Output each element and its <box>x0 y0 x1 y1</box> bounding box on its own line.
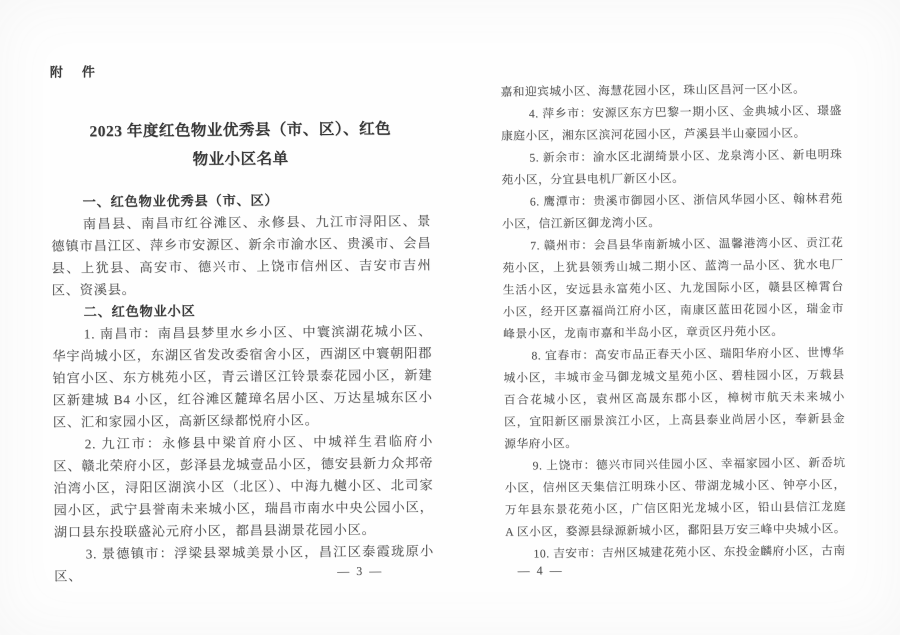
document-title-line1: 2023 年度红色物业优秀县（市、区）、红色 <box>89 120 392 141</box>
section-two-heading: 二、红色物业小区 <box>83 303 196 320</box>
section-one-body: 南昌县、南昌市红谷滩区、永修县、九江市浔阳区、景德镇市昌江区、萍乡市安源区、新余市渝水区、贵溪市、会昌县、上犹县、高安市、德兴市、上饶市信州区、吉安市吉州区、资溪县。 <box>51 213 432 298</box>
page-number-4: — 4 — <box>517 563 564 578</box>
city-item-jingdezhen-partial: 3. 景德镇市：浮梁县翠城美景小区，昌江区泰霞珑原小区、 <box>54 543 435 584</box>
city-item-pingxiang: 4. 萍乡市：安源区东方巴黎一期小区、金典城小区、璟盛康庭小区，湘东区滨河花园小区，芦溪县半山豪园小区。 <box>500 104 842 143</box>
city-item-xinyu: 5. 新余市：渝水区北湖绮景小区、龙泉湾小区、新电明珠苑小区，分宜县电机厂新区小区。 <box>501 148 843 187</box>
city-item-shangrao: 9. 上饶市：德兴市同兴佳园小区、幸福家园小区、新岙坑小区，信州区天集信江明珠小区、带湖龙城小区、钟亭小区，万年县东景花苑小区，广信区阳光龙城小区，铅山县信江龙庭 A 区小区，婺源县绿源新城小区，鄱阳县万安三峰中央城小区。 <box>504 456 847 539</box>
page-number-3: — 3 — <box>337 563 384 579</box>
city-item-jingdezhen-continuation: 嘉和迎宾城小区、海慧花园小区，珠山区昌河一区小区。 <box>500 82 806 99</box>
attachment-label: 附 件 <box>49 64 98 80</box>
section-one-heading: 一、红色物业优秀县（市、区） <box>82 192 279 210</box>
city-item-yingtan: 6. 鹰潭市：贵溪市御园小区、浙信风华园小区、翰林君苑小区，信江新区御龙湾小区。 <box>501 192 843 231</box>
city-item-yichun: 8. 宜春市：高安市品正春天小区、瑞阳华府小区、世博华城小区，丰城市金马御龙城文星苑小区、碧桂园小区，万载县百合花城小区，袁州区高晟东郡小区，樟树市航天未来城小区，宜阳新区丽景滨江小区，上高县泰业尚居小区，奉新县金源华府小区。 <box>503 346 846 451</box>
city-item-nanchang: 1. 南昌市：南昌县梦里水乡小区、中寰滨湖花城小区、华宇尚城小区，东湖区省发改委宿舍小区，西湖区中寰朝阳郡铂宫小区、东方桃苑小区，青云谱区江铃景泰花园小区，新建区新建城 B4 小区，红谷滩区麓璋名居小区、万达星城东区小区、汇和家园小区，高新区绿都悦府小区。 <box>52 323 433 430</box>
document-page-4 <box>500 78 847 578</box>
document-page-3 <box>50 58 435 587</box>
document-title <box>50 114 430 175</box>
document-title-line2: 物业小区名单 <box>192 150 289 169</box>
city-item-ganzhou: 7. 赣州市：会昌县华南新城小区、温馨港湾小区、贡江花苑小区，上犹县领秀山城二期小区、蓝湾一品小区、犹水电厂生活小区，安远县永富苑小区、九龙国际小区，赣县区樟霄台小区，经开区嘉福尚江府小区，南康区蓝田花园小区，瑞金市峰景小区，龙南市嘉和半岛小区，章贡区丹苑小区。 <box>502 236 844 341</box>
city-item-jian-partial: 10. 吉安市：吉州区城建花苑小区、东投金麟府小区，古南 <box>533 544 846 561</box>
city-item-jiujiang: 2. 九江市：永修县中梁首府小区、中城祥生君临府小区、赣北荣府小区，彭泽县龙城壹品小区，德安县新力众邦帝泊湾小区，浔阳区湖滨小区（北区）、中海九樾小区、北司家园小区，武宁县誉南未来城小区，瑞昌市南水中央公园小区，湖口县东投联盛沁元府小区，都昌县湖景花园小区。 <box>53 433 434 540</box>
